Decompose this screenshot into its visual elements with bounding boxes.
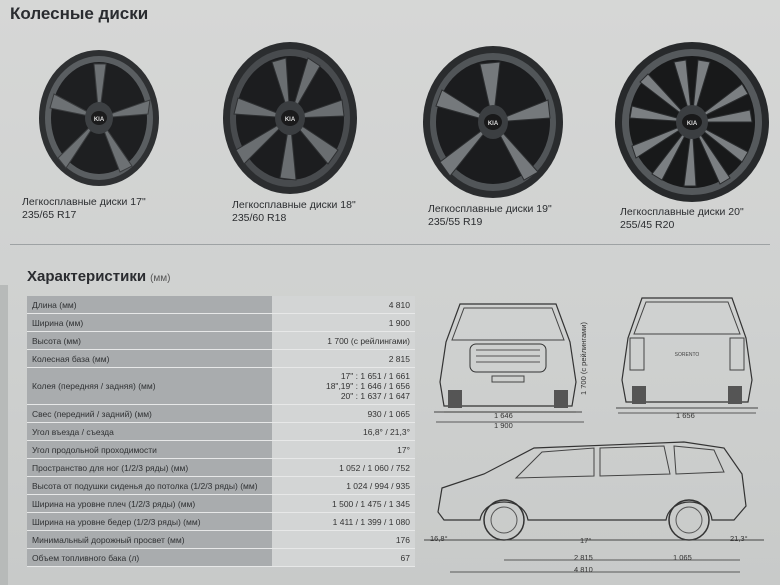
spec-value: 67	[272, 549, 415, 567]
spec-key: Высота от подушки сиденья до потолка (1/2/3 ряды) (мм)	[27, 477, 272, 495]
spec-value: 16,8° / 21,3°	[272, 423, 415, 441]
wheel-18-size: 235/60 R18	[232, 212, 287, 224]
wheel-20-caption	[620, 206, 744, 232]
spec-value: 1 024 / 994 / 935	[272, 477, 415, 495]
table-row	[27, 405, 415, 423]
spec-key: Ширина на уровне плеч (1/2/3 ряды) (мм)	[27, 495, 272, 513]
length-label: 4 810	[574, 565, 593, 574]
wheel-19-size: 235/55 R19	[428, 216, 483, 228]
wheel-19-image	[420, 44, 566, 200]
wheel-18-image	[220, 40, 360, 196]
spec-value: 1 900	[272, 314, 415, 332]
table-row	[27, 350, 415, 368]
departure-angle-label: 21,3°	[730, 534, 748, 543]
spec-key: Пространство для ног (1/2/3 ряды) (мм)	[27, 459, 272, 477]
specs-title-text: Характеристики	[27, 268, 147, 285]
svg-text:KIA: KIA	[487, 121, 499, 127]
wheel-17-size: 235/65 R17	[22, 209, 77, 221]
table-row	[27, 296, 415, 314]
spec-value: 176	[272, 531, 415, 549]
table-row	[27, 459, 415, 477]
table-row	[27, 477, 415, 495]
wheels-title: Колесные диски	[10, 4, 149, 23]
table-row	[27, 423, 415, 441]
spec-value: 1 700 (с рейлингами)	[272, 332, 415, 350]
wheel-19-label: Легкосплавные диски 19"	[428, 203, 552, 215]
spec-value-line: 17" : 1 651 / 1 661	[340, 371, 410, 381]
wheel-20-size: 255/45 R20	[620, 219, 675, 231]
spec-key: Объем топливного бака (л)	[27, 549, 272, 567]
approach-angle-label: 16,8°	[430, 534, 448, 543]
car-side-view	[424, 434, 764, 546]
spec-value: 930 / 1 065	[272, 405, 415, 423]
spec-key: Угол въезда / съезда	[27, 423, 272, 441]
table-row	[27, 368, 415, 405]
side-dimension-lines	[450, 548, 740, 578]
table-row	[27, 495, 415, 513]
wheel-17-label: Легкосплавные диски 17"	[22, 196, 146, 208]
table-row	[27, 314, 415, 332]
wheel-17-image	[36, 48, 162, 188]
spec-key: Длина (мм)	[27, 296, 272, 314]
svg-text:KIA: KIA	[686, 121, 698, 127]
spec-key: Ширина на уровне бедер (1/2/3 ряды) (мм)	[27, 513, 272, 531]
front-dimension-lines	[436, 408, 584, 432]
spec-value-line: 18",19" : 1 646 / 1 656	[325, 381, 410, 391]
table-row	[27, 531, 415, 549]
section-divider	[10, 244, 770, 245]
wheel-18-label: Легкосплавные диски 18"	[232, 199, 356, 211]
wheel-20-image	[612, 40, 772, 204]
table-row	[27, 441, 415, 459]
spec-key: Минимальный дорожный просвет (мм)	[27, 531, 272, 549]
table-row	[27, 549, 415, 567]
spec-value: 1 411 / 1 399 / 1 080	[272, 513, 415, 531]
specs-table	[27, 296, 415, 567]
spec-value: 17°	[272, 441, 415, 459]
spec-value: 2 815	[272, 350, 415, 368]
height-label: 1 700 (с рейлингами)	[579, 322, 588, 396]
spec-key: Колесная база (мм)	[27, 350, 272, 368]
car-rear-view	[612, 290, 762, 416]
spec-value	[272, 368, 415, 405]
wheel-20-label: Легкосплавные диски 20"	[620, 206, 744, 218]
spec-key: Колея (передняя / задняя) (мм)	[27, 368, 272, 405]
table-row	[27, 332, 415, 350]
wheel-19-caption	[428, 203, 552, 229]
ramp-angle-label: 17°	[580, 536, 592, 545]
specs-title	[27, 268, 171, 285]
spec-value: 1 052 / 1 060 / 752	[272, 459, 415, 477]
table-row	[27, 513, 415, 531]
spec-key: Угол продольной проходимости	[27, 441, 272, 459]
rear-overhang-label: 1 065	[673, 553, 692, 562]
svg-text:KIA: KIA	[93, 117, 105, 123]
wheel-18-caption	[232, 199, 356, 225]
front-track-label: 1 646	[494, 411, 513, 420]
wheelbase-label: 2 815	[574, 553, 593, 562]
spec-key: Свес (передний / задний) (мм)	[27, 405, 272, 423]
spec-value: 1 500 / 1 475 / 1 345	[272, 495, 415, 513]
svg-text:KIA: KIA	[284, 117, 296, 123]
front-width-label: 1 900	[494, 421, 513, 430]
spec-key: Ширина (мм)	[27, 314, 272, 332]
spec-key: Высота (мм)	[27, 332, 272, 350]
wheel-17-caption	[22, 196, 146, 222]
spec-value-line: 20" : 1 637 / 1 647	[340, 391, 410, 401]
spec-value: 4 810	[272, 296, 415, 314]
specs-unit: (мм)	[150, 273, 171, 284]
left-page-edge	[0, 285, 8, 585]
svg-text:SORENTO: SORENTO	[674, 352, 700, 358]
rear-track-label: 1 656	[676, 411, 695, 420]
